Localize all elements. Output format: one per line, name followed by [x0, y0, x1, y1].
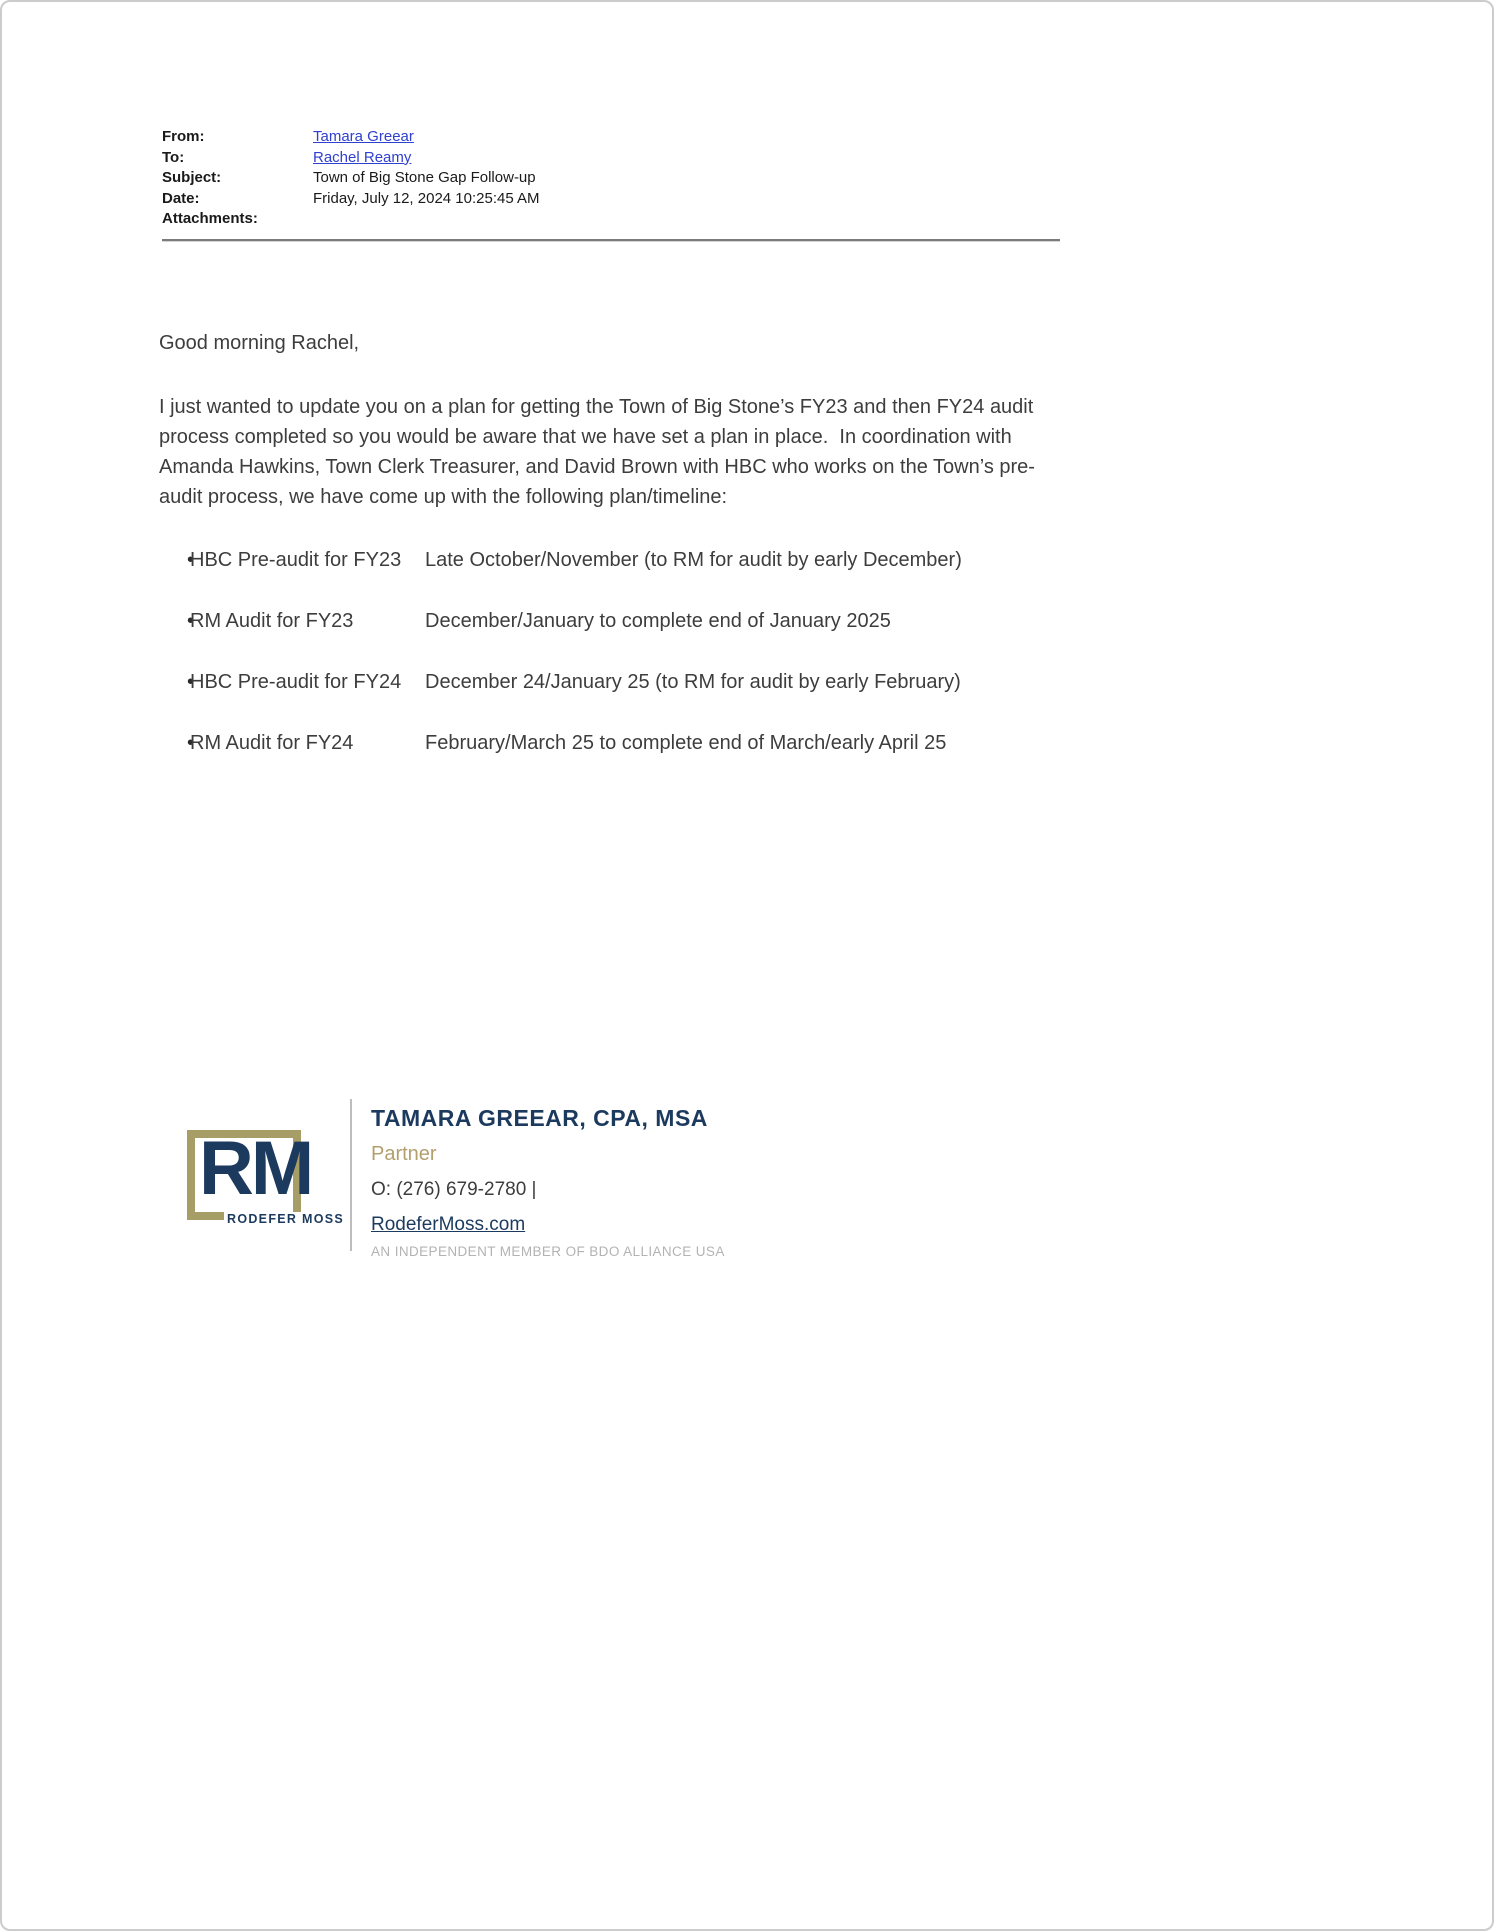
timeline-row — [159, 731, 1059, 755]
body-paragraph: I just wanted to update you on a plan for getting the Town of Big Stone’s FY23 and then FY24 audit process completed so you would be aware that we have set a plan in place. In coordination with Amanda Hawkins, Town Clerk Treasurer, and David Brown with HBC who works on the Town’s pre-audit process, we have come up with the following plan/timeline: — [159, 396, 1039, 508]
email-header — [162, 127, 540, 230]
rodefer-moss-logo — [187, 1095, 350, 1255]
date-label: Date: — [162, 189, 200, 207]
bullet-icon — [159, 609, 190, 633]
signature-phone: O: (276) 679-2780 | — [371, 1179, 537, 1200]
to-label: To: — [162, 148, 185, 166]
timeline-row — [159, 609, 1059, 633]
to-row — [162, 148, 540, 169]
timeline-item-detail: December/January to complete end of January 2025 — [425, 610, 891, 632]
bullet-icon — [159, 548, 190, 572]
subject-label: Subject: — [162, 169, 222, 186]
timeline-list — [159, 548, 1059, 792]
subject-value: Town of Big Stone Gap Follow-up — [313, 169, 536, 186]
signature-text — [371, 1095, 725, 1259]
signature-name: TAMARA GREEAR, CPA, MSA — [371, 1105, 708, 1131]
date-row — [162, 189, 540, 210]
timeline-item-detail: February/March 25 to complete end of March/early April 25 — [425, 732, 947, 754]
logo-company-name: RODEFER MOSS — [224, 1212, 347, 1226]
from-row — [162, 127, 540, 148]
timeline-row — [159, 670, 1059, 694]
timeline-item-label: HBC Pre-audit for FY23 — [190, 549, 402, 571]
signature-website-link[interactable]: RodeferMoss.com — [371, 1214, 526, 1235]
bullet-icon — [159, 670, 190, 694]
date-value: Friday, July 12, 2024 10:25:45 AM — [313, 189, 540, 207]
timeline-item-label: RM Audit for FY23 — [190, 610, 354, 632]
greeting-text: Good morning Rachel, — [159, 332, 360, 354]
attachments-row — [162, 209, 540, 230]
from-label: From: — [162, 128, 205, 145]
bullet-icon — [159, 731, 190, 755]
signature-divider — [350, 1099, 352, 1251]
timeline-row — [159, 548, 1059, 572]
timeline-item-detail: December 24/January 25 (to RM for audit by early February) — [425, 671, 961, 693]
timeline-item-label: HBC Pre-audit for FY24 — [190, 671, 402, 693]
header-divider-rule — [162, 239, 1060, 242]
subject-row — [162, 168, 540, 189]
timeline-item-label: RM Audit for FY24 — [190, 732, 354, 754]
from-value-link[interactable]: Tamara Greear — [313, 128, 414, 145]
to-value-link[interactable]: Rachel Reamy — [313, 148, 412, 166]
timeline-item-detail: Late October/November (to RM for audit by early December) — [425, 549, 962, 571]
signature-affiliation: AN INDEPENDENT MEMBER OF BDO ALLIANCE USA — [371, 1244, 725, 1259]
signature-title: Partner — [371, 1143, 437, 1165]
signature-block — [187, 1095, 725, 1259]
attachments-label: Attachments: — [162, 210, 258, 227]
logo-monogram: RM — [199, 1126, 312, 1211]
